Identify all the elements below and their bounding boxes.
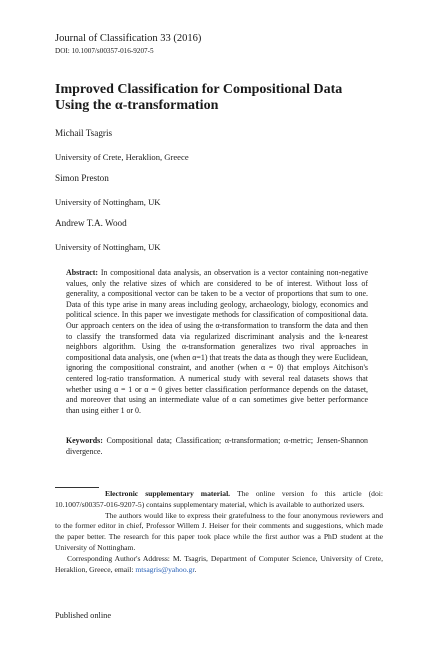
address-end: .	[194, 564, 197, 574]
footnote-divider	[55, 487, 99, 488]
author-name: Andrew T.A. Wood	[55, 218, 127, 228]
abstract-text: In compositional data analysis, an observation is a vector containing non-negative values, only the relative sizes of which are considered to be of interest. Without loss of generality, a compositional vector can be taken to be a vector of proportions that sum to one. Data of this type arise in many areas including geology, archaeology, biology, economics and political science. In this paper we investigate methods for classification of compositional data. Our approach centers on the idea of using the α-transformation to transform the data and then to classify the transformed data via regularized discriminant analysis and the k-nearest neighbors algorithm. Using the α-transformation generalizes two rival approaches in compositional data analysis, one (when α=1) that treats the data as though they were Euclidean, ignoring the compositional constraint, and another (when α = 0) that employs Aitchison's centered log-ratio transformation. A numerical study with several real datasets shows that whether using α = 1 or α = 0 gives better classification performance depends on the dataset, and moreover that using an intermediate value of α can sometimes give better performance than using either 1 or 0.	[66, 268, 368, 415]
address-text: Corresponding Author's Address: M. Tsagris, Department of Computer Science, University of Crete, Heraklion, Greece, email:	[55, 553, 383, 574]
author-affiliation: University of Nottingham, UK	[55, 242, 161, 252]
keywords	[66, 436, 368, 457]
abstract	[66, 268, 368, 416]
journal-citation: Journal of Classification 33 (2016)	[55, 33, 202, 44]
esm-text: The online version fo this article (doi: 10.1007/s00357-016-9207-5) contains supplementary material, which is available to authorized users.	[55, 489, 383, 509]
author-name: Simon Preston	[55, 173, 109, 183]
author-affiliation: University of Crete, Heraklion, Greece	[55, 152, 189, 162]
author-email-link[interactable]: mtsagris@yahoo.gr	[135, 564, 195, 574]
footnote-acknowledgements: The authors would like to express their gratefulness to the four anonymous reviewers and to the former editor in chief, Professor Willem J. Heiser for their comments and suggestions, which made the paper better. The research for this paper took place while the first author was a PhD student at the University of Nottingham.	[55, 510, 383, 552]
title-line-1: Improved Classification for Compositional Data	[55, 82, 343, 97]
footnotes	[55, 489, 383, 575]
footnote-address	[55, 554, 383, 576]
abstract-label: Abstract:	[66, 268, 98, 277]
keywords-text: Compositional data; Classification; α-transformation; α-metric; Jensen-Shannon divergence.	[66, 436, 368, 456]
paper-title	[55, 82, 395, 114]
title-line-2: Using the α-transformation	[55, 98, 219, 113]
doi-line: DOI: 10.1007/s00357-016-9207-5	[55, 47, 154, 55]
keywords-label: Keywords:	[66, 436, 103, 445]
published-online: Published online	[55, 611, 112, 620]
author-name: Michail Tsagris	[55, 128, 113, 138]
esm-label: Electronic supplementary material.	[105, 489, 231, 498]
author-affiliation: University of Nottingham, UK	[55, 197, 161, 207]
footnote-esm	[55, 489, 383, 511]
